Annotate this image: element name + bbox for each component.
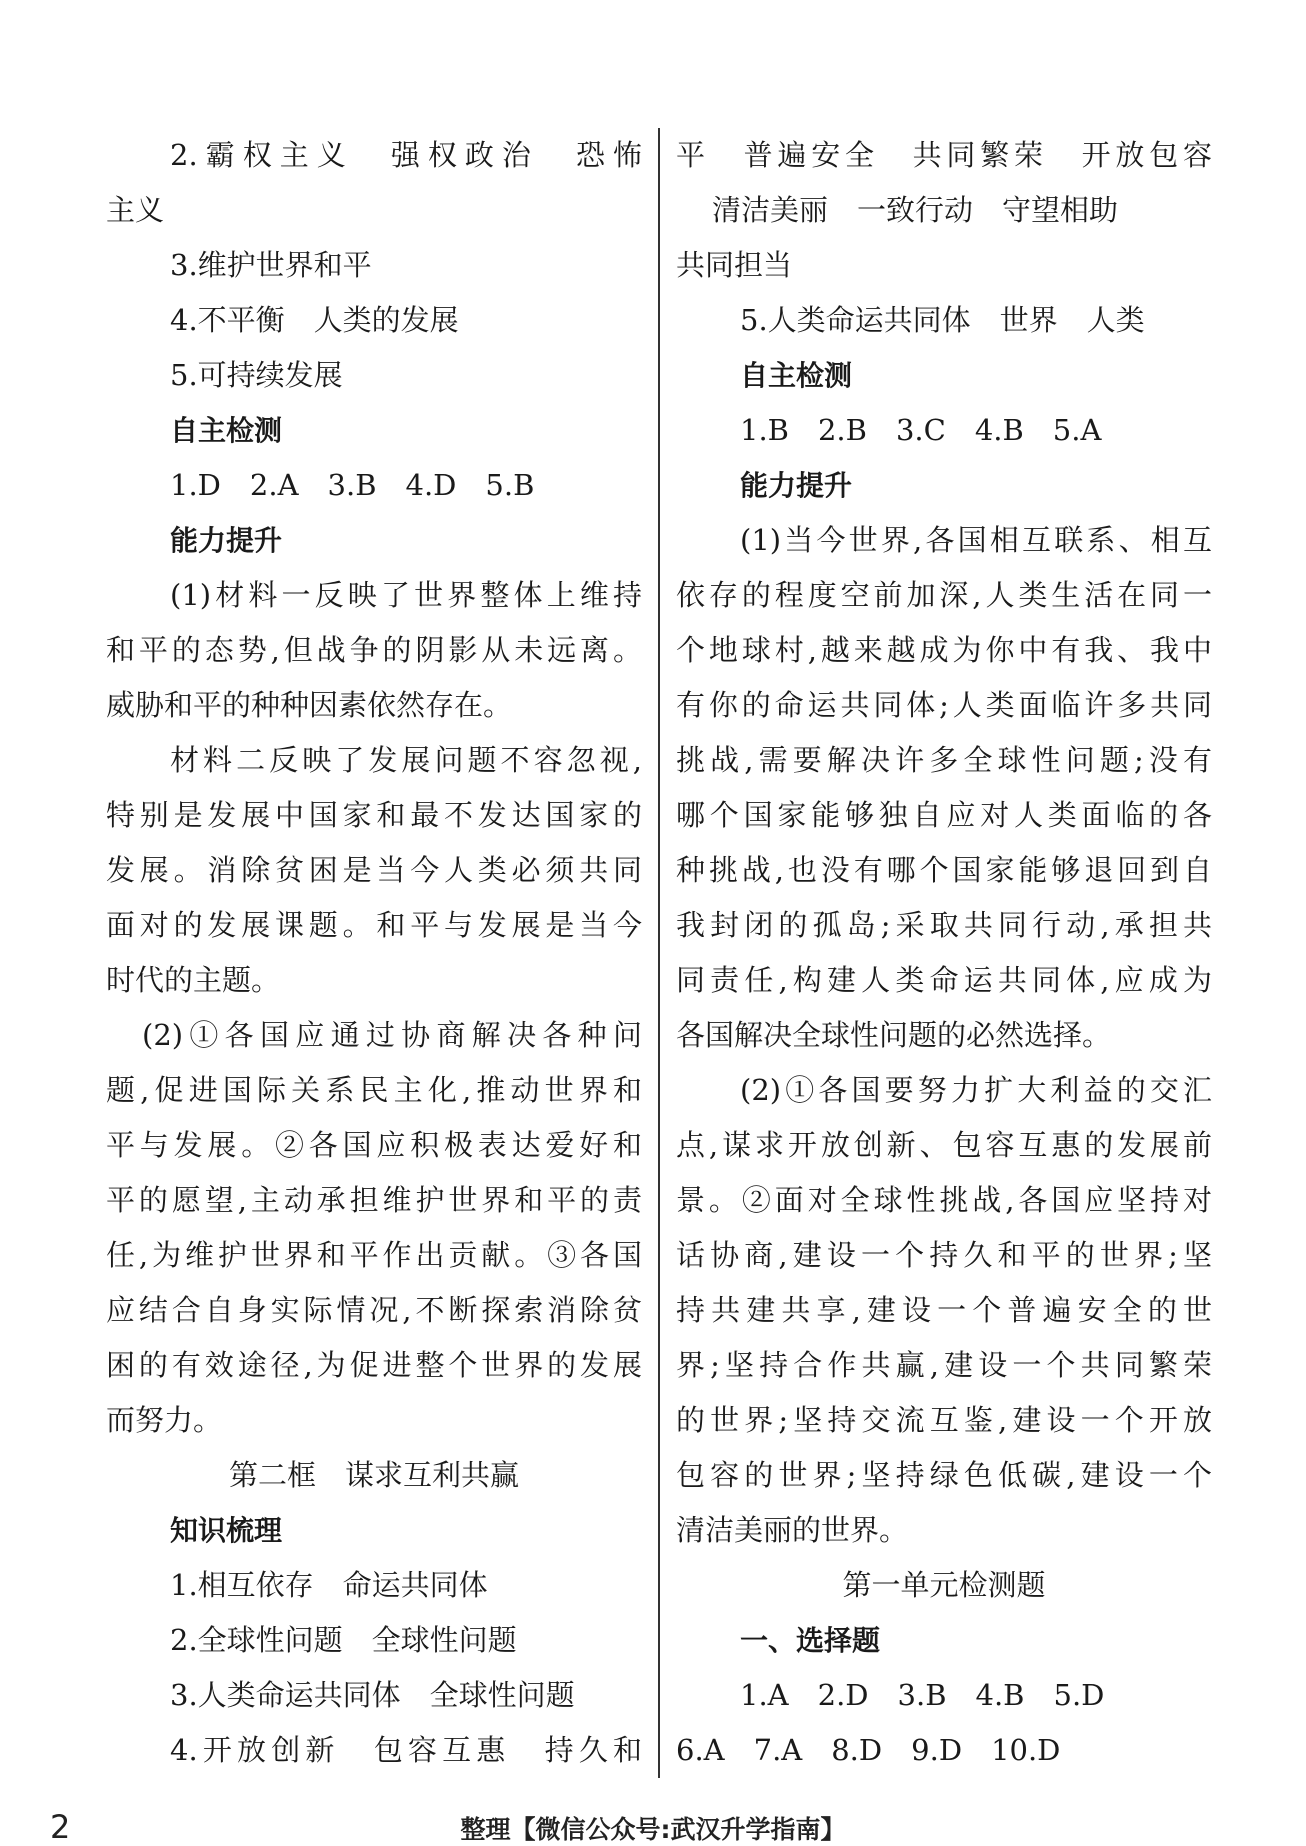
text-line: (2)①各国应通过协商解决各种问 (142, 1018, 642, 1052)
text-line: 挑战,需要解决许多全球性问题;没有 (676, 743, 1212, 777)
text-line: 持共建共享,建设一个普遍安全的世 (676, 1293, 1212, 1327)
text-line: 题,促进国际关系民主化,推动世界和 (106, 1073, 642, 1107)
text-line: 特别是发展中国家和最不发达国家的 (106, 798, 642, 832)
text-line: 5.可持续发展 (170, 358, 343, 392)
text-line: 1.相互依存 命运共同体 (170, 1568, 488, 1602)
text-line: 的世界;坚持交流互鉴,建设一个开放 (676, 1403, 1212, 1437)
text-line: 各国解决全球性问题的必然选择。 (676, 1018, 1112, 1052)
answer-line: 1.A 2.D 3.B 4.B 5.D (740, 1678, 1105, 1712)
text-line: 困的有效途径,为促进整个世界的发展 (106, 1348, 642, 1382)
answer-line: 1.B 2.B 3.C 4.B 5.A (740, 413, 1102, 447)
text-line: 景。②面对全球性挑战,各国应坚持对 (676, 1183, 1212, 1217)
section-heading: 能力提升 (740, 469, 853, 502)
text-line: 3.人类命运共同体 全球性问题 (170, 1678, 575, 1712)
column-divider (658, 128, 660, 1778)
text-line: 话协商,建设一个持久和平的世界;坚 (676, 1238, 1212, 1272)
text-line: 清洁美丽 一致行动 守望相助 (712, 193, 1119, 227)
text-line: 清洁美丽的世界。 (676, 1513, 909, 1547)
text-line: 4.不平衡 人类的发展 (170, 303, 459, 337)
subsection-title: 第一单元检测题 (842, 1568, 1046, 1602)
text-line: 任,为维护世界和平作出贡献。③各国 (106, 1238, 642, 1272)
answer-line: 6.A 7.A 8.D 9.D 10.D (676, 1733, 1061, 1767)
text-line: 3.维护世界和平 (170, 248, 372, 282)
text-line: 4.开放创新 包容互惠 持久和 (170, 1733, 642, 1767)
text-line: 时代的主题。 (106, 963, 281, 997)
text-line: 界;坚持合作共赢,建设一个共同繁荣 (676, 1348, 1212, 1382)
section-heading: 自主检测 (740, 359, 853, 392)
text-line: 而努力。 (106, 1403, 223, 1437)
text-line: 5.人类命运共同体 世界 人类 (740, 303, 1145, 337)
text-line: 哪个国家能够独自应对人类面临的各 (676, 798, 1212, 832)
text-line: 2.霸权主义 强权政治 恐怖 (170, 138, 642, 172)
text-line: (1)当今世界,各国相互联系、相互 (740, 523, 1212, 557)
text-line: 应结合自身实际情况,不断探索消除贫 (106, 1293, 642, 1327)
text-line: 和平的态势,但战争的阴影从未远离。 (106, 633, 642, 667)
subsection-title: 第二框 谋求互利共赢 (228, 1458, 519, 1492)
text-line: 点,谋求开放创新、包容互惠的发展前 (676, 1128, 1212, 1162)
text-line: 我封闭的孤岛;采取共同行动,承担共 (676, 908, 1212, 942)
text-line: 依存的程度空前加深,人类生活在同一 (676, 578, 1212, 612)
left-column (106, 128, 642, 1778)
text-line: 材料二反映了发展问题不容忽视, (170, 743, 642, 777)
text-line: 共同担当 (676, 248, 793, 282)
text-line: 平的愿望,主动承担维护世界和平的责 (106, 1183, 642, 1217)
page-number: 2 (50, 1808, 71, 1846)
section-heading: 知识梳理 (170, 1514, 283, 1547)
text-line: 平 普遍安全 共同繁荣 开放包容 (676, 138, 1212, 172)
section-heading: 自主检测 (170, 414, 283, 447)
text-line: (2)①各国要努力扩大利益的交汇 (740, 1073, 1212, 1107)
text-line: 面对的发展课题。和平与发展是当今 (106, 908, 642, 942)
text-line: 发展。消除贫困是当今人类必须共同 (106, 853, 642, 887)
text-line: 平与发展。②各国应积极表达爱好和 (106, 1128, 642, 1162)
text-line: 包容的世界;坚持绿色低碳,建设一个 (676, 1458, 1212, 1492)
text-line: 威胁和平的种种因素依然存在。 (106, 688, 513, 722)
text-line: 个地球村,越来越成为你中有我、我中 (676, 633, 1212, 667)
text-line: 主义 (106, 193, 165, 227)
text-line: 同责任,构建人类命运共同体,应成为 (676, 963, 1212, 997)
text-line: 种挑战,也没有哪个国家能够退回到自 (676, 853, 1212, 887)
answer-line: 1.D 2.A 3.B 4.D 5.B (170, 468, 535, 502)
right-column (676, 128, 1212, 1778)
text-line: 有你的命运共同体;人类面临许多共同 (676, 688, 1212, 722)
text-line: 2.全球性问题 全球性问题 (170, 1623, 517, 1657)
section-heading: 一、选择题 (740, 1624, 881, 1657)
footer-credit: 整理【微信公众号:武汉升学指南】 (460, 1815, 846, 1844)
section-heading: 能力提升 (170, 524, 283, 557)
text-line: (1)材料一反映了世界整体上维持 (170, 578, 642, 612)
